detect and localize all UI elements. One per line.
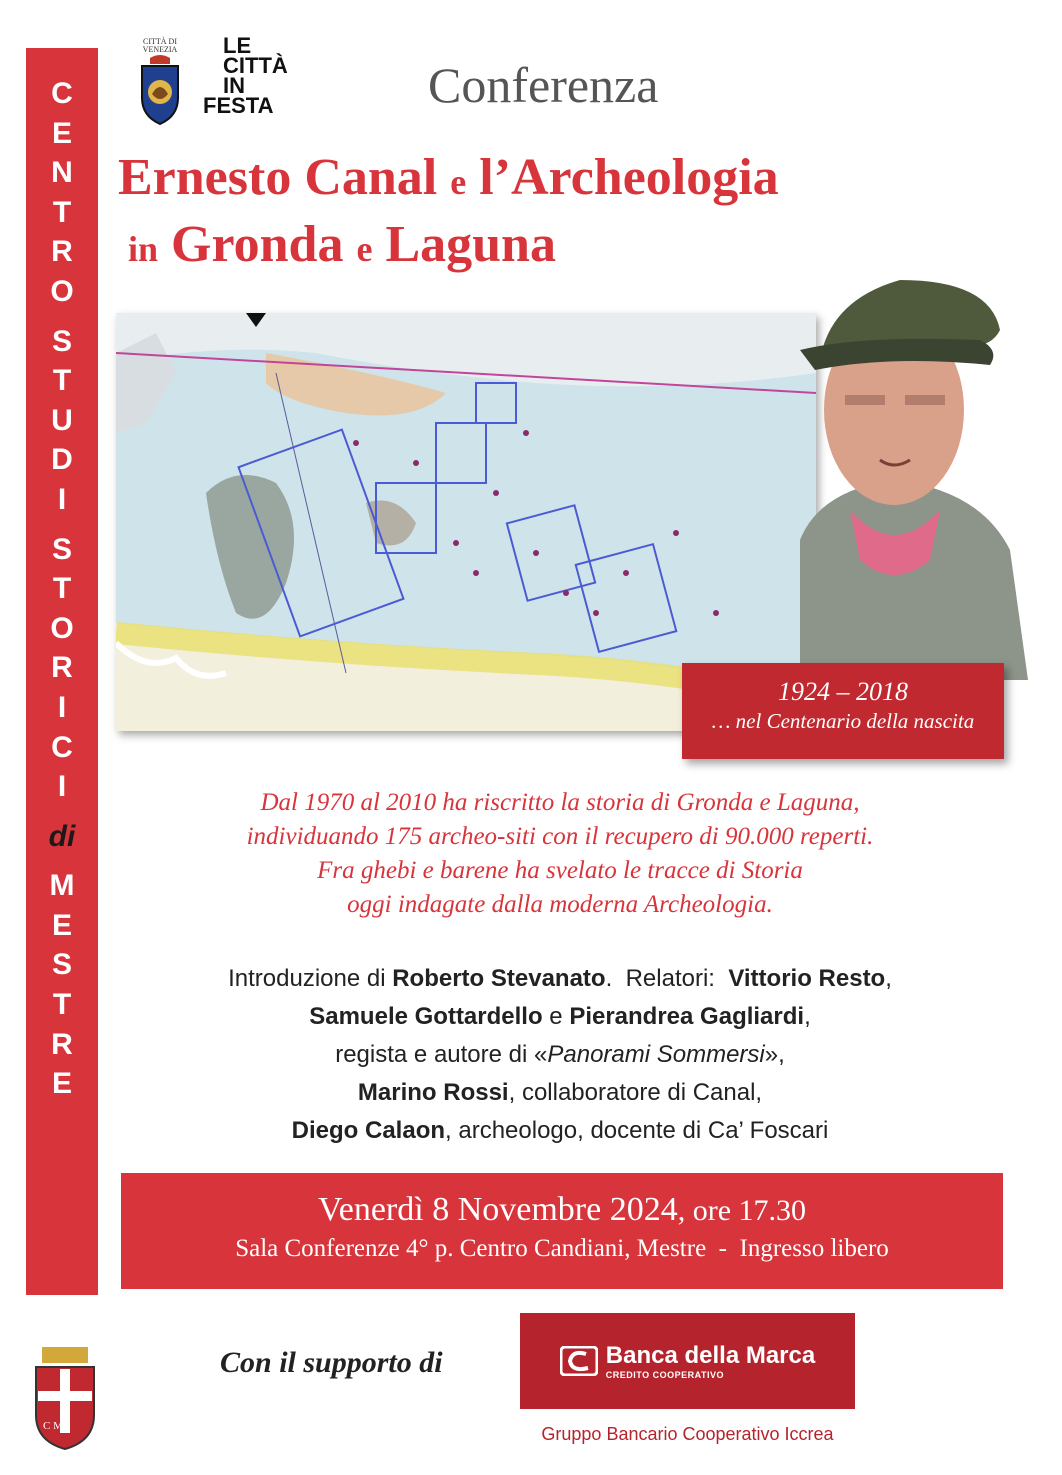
side-band-gap	[26, 856, 98, 866]
side-band-letter: T	[52, 364, 72, 398]
description-line-1: Dal 1970 al 2010 ha riscritto la storia di Gronda e Laguna,	[260, 789, 860, 816]
event-date: Venerdì 8 Novembre 2024	[317, 1191, 678, 1228]
description-line-3: Fra ghebi e barene ha svelato le tracce di Storia	[317, 857, 803, 884]
speakers-line-1	[120, 960, 1000, 998]
side-band-letter: O	[50, 274, 74, 308]
event-time: , ore 17.30	[677, 1194, 807, 1227]
side-band-letter: U	[51, 403, 73, 437]
work-title: Panorami Sommersi	[547, 1041, 765, 1068]
intro-text: »,	[764, 1041, 785, 1068]
side-band-letter: M	[49, 869, 75, 903]
speakers-block	[120, 960, 1000, 1150]
badge-note: … nel Centenario della nascita	[711, 709, 975, 733]
side-band-gap	[26, 520, 98, 530]
crest-letters: C M	[43, 1420, 63, 1432]
bank-name: Banca della Marca	[605, 1342, 816, 1369]
speaker-name: Roberto Stevanato	[392, 965, 606, 992]
side-band-letter: di	[48, 819, 76, 853]
side-band-gap	[26, 312, 98, 322]
side-band-letter: R	[51, 235, 73, 269]
description-line-2: individuando 175 archeo-siti con il recupero di 90.000 reperti.	[246, 823, 874, 850]
bank-text	[606, 1342, 815, 1380]
le-citta-in-festa-logo	[193, 33, 293, 118]
side-band-letter: O	[50, 611, 74, 645]
bank-della-marca-logo	[520, 1313, 855, 1409]
side-band-letter: I	[57, 690, 67, 724]
support-label: Con il supporto di	[220, 1346, 443, 1379]
badge-years: 1924 – 2018	[778, 677, 908, 706]
bank-group-label: Gruppo Bancario Cooperativo Iccrea	[541, 1424, 834, 1444]
side-band-letter: D	[51, 443, 73, 477]
speaker-name: Diego Calaon	[291, 1117, 446, 1144]
title-line-1	[118, 148, 779, 207]
title-part-g: Laguna	[385, 216, 556, 273]
speaker-name: Samuele Gottardello	[309, 1003, 543, 1030]
title-part-e: Gronda	[171, 216, 344, 273]
venezia-shield-icon	[136, 54, 184, 126]
centenary-badge	[682, 663, 1004, 759]
event-date-time	[121, 1191, 1003, 1229]
ernesto-canal-portrait	[760, 240, 1028, 680]
festa-line-4: FESTA	[203, 93, 274, 118]
bank-subtitle: CREDITO COOPERATIVO	[605, 1370, 724, 1380]
venezia-logo-text: CITTÀ DI VENEZIA	[142, 37, 178, 54]
description	[150, 786, 970, 922]
description-line-4: oggi indagate dalla moderna Archeologia.	[347, 891, 773, 918]
side-band-letter: C	[51, 77, 73, 110]
festa-line-3: IN	[223, 73, 245, 98]
speakers-line-5	[120, 1112, 1000, 1150]
side-band-letter: R	[51, 1027, 73, 1061]
festa-line-2: CITTÀ	[223, 53, 288, 78]
title-part-b: e	[450, 162, 467, 202]
title-line-2	[128, 215, 556, 274]
intro-text: ,	[885, 965, 892, 992]
title-part-d: in	[128, 229, 159, 269]
title-part-c: l’Archeologia	[479, 149, 779, 206]
intro-text: e	[542, 1003, 570, 1030]
side-band-centro-studi	[26, 48, 98, 1295]
side-band-letter: T	[52, 988, 72, 1022]
title-part-a: Ernesto Canal	[118, 149, 438, 206]
event-place: Sala Conferenze 4° p. Centro Candiani, Mestre - Ingresso libero	[235, 1235, 889, 1262]
side-band-letter: S	[51, 532, 72, 566]
intro-text: Introduzione di	[228, 965, 393, 992]
side-band-letter: S	[51, 948, 72, 982]
side-band-letter: T	[52, 195, 72, 229]
citta-di-venezia-logo	[136, 38, 184, 128]
speaker-name: Pierandrea Gagliardi	[569, 1003, 805, 1030]
speakers-line-3	[120, 1036, 1000, 1074]
speaker-name: Marino Rossi	[357, 1079, 509, 1106]
speaker-name: Vittorio Resto	[728, 965, 886, 992]
intro-text: ,	[804, 1003, 811, 1030]
mestre-crest-icon	[28, 1345, 102, 1453]
conference-kicker: Conferenza	[428, 57, 659, 113]
side-band-gap	[26, 807, 98, 817]
speakers-line-2	[120, 998, 1000, 1036]
side-band-letter: S	[51, 324, 72, 358]
intro-text: , archeologo, docente di Ca’ Foscari	[445, 1117, 829, 1144]
speakers-line-4	[120, 1074, 1000, 1112]
intro-text: regista e autore di «	[335, 1041, 548, 1068]
title-part-f: e	[356, 229, 373, 269]
side-band-letter: E	[51, 908, 72, 942]
intro-text: , collaboratore di Canal,	[508, 1079, 763, 1106]
side-band-letter: I	[57, 482, 67, 516]
intro-text: . Relatori:	[605, 965, 729, 992]
side-band-letter: N	[51, 156, 73, 190]
side-band-letter: I	[57, 770, 67, 804]
side-band-letter: R	[51, 651, 73, 685]
bank-mark-icon	[560, 1346, 598, 1376]
side-band-letter: C	[51, 730, 73, 764]
side-band-letter: E	[51, 1067, 72, 1101]
side-band-letter: T	[52, 572, 72, 606]
event-details-box	[121, 1173, 1003, 1289]
festa-line-1: LE	[223, 33, 252, 58]
side-band-letter: E	[51, 116, 72, 150]
